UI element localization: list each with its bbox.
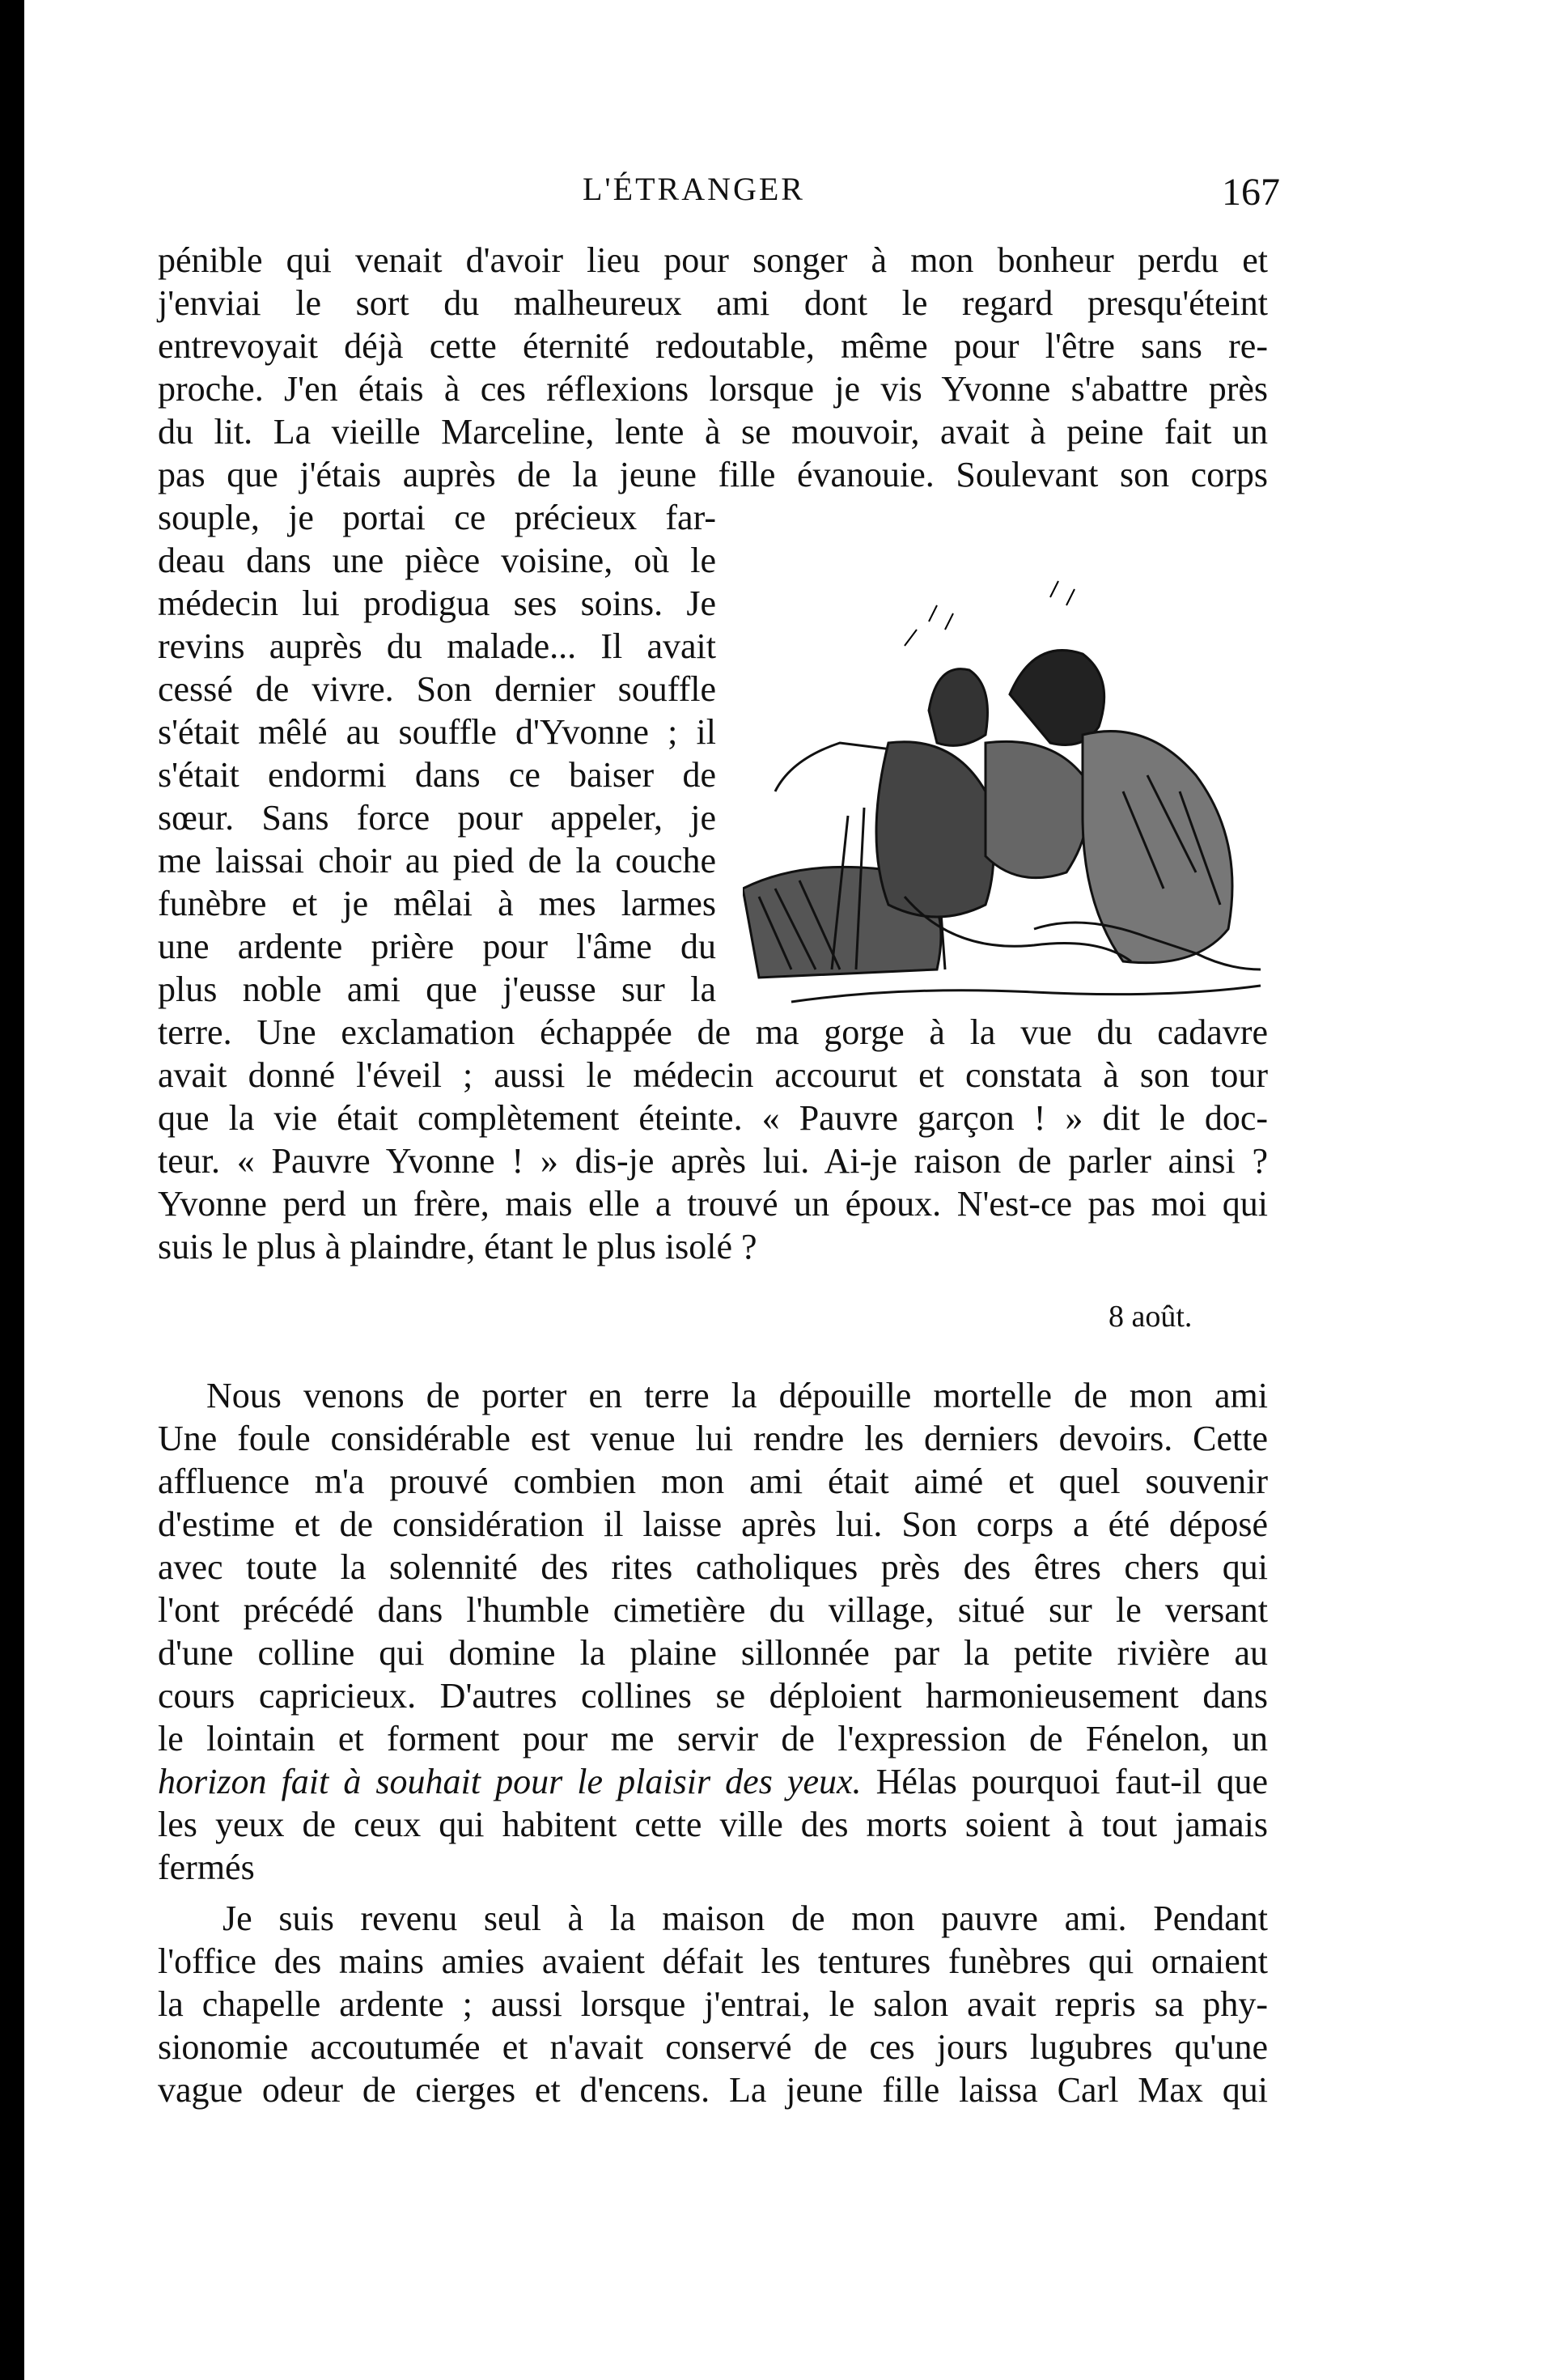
text-line: terre. Une exclamation échappée de ma gorge à la vue du cadavre (158, 1012, 1268, 1052)
text-line: sœur. Sans force pour appeler, je (158, 798, 716, 838)
text-line: suis le plus à plaindre, étant le plus isolé ? (158, 1227, 757, 1266)
text-line: fermés (158, 1848, 255, 1887)
page-number: 167 (1222, 171, 1280, 214)
text-line: l'ont précédé dans l'humble cimetière du village, situé sur le versant (158, 1590, 1268, 1630)
text-line: vague odeur de cierges et d'encens. La jeune fille laissa Carl Max qui (158, 2070, 1268, 2110)
text-line: Nous venons de porter en terre la dépouille mortelle de mon ami (206, 1376, 1268, 1415)
text-line: pénible qui venait d'avoir lieu pour songer à mon bonheur perdu et (158, 240, 1268, 280)
text-line: la chapelle ardente ; aussi lorsque j'entrai, le salon avait repris sa phy- (158, 1984, 1268, 2024)
text-line: avec toute la solennité des rites catholiques près des êtres chers qui (158, 1547, 1268, 1587)
text-line: entrevoyait déjà cette éternité redoutable, même pour l'être sans re- (158, 326, 1268, 366)
text-line: l'office des mains amies avaient défait les tentures funèbres qui ornaient (158, 1941, 1268, 1981)
text-line: cessé de vivre. Son dernier souffle (158, 669, 716, 709)
text-line: plus noble ami que j'eusse sur la (158, 969, 716, 1009)
engraving-illustration (743, 549, 1277, 1018)
text-line: sionomie accoutumée et n'avait conservé de ces jours lugubres qu'une (158, 2027, 1268, 2067)
scan-edge-bar (0, 0, 24, 2380)
text-line: proche. J'en étais à ces réflexions lorsque je vis Yvonne s'abattre près (158, 369, 1268, 409)
text-line: médecin lui prodigua ses soins. Je (158, 583, 716, 623)
text-line: que la vie était complètement éteinte. « Pauvre garçon ! » dit le doc- (158, 1098, 1268, 1138)
text-line: les yeux de ceux qui habitent cette ville des morts soient à tout jamais (158, 1805, 1268, 1844)
text-line: une ardente prière pour l'âme du (158, 927, 716, 966)
text-line: teur. « Pauvre Yvonne ! » dis-je après lui. Ai-je raison de parler ainsi ? (158, 1141, 1268, 1181)
running-header: L'ÉTRANGER (583, 171, 805, 207)
text-line: revins auprès du malade... Il avait (158, 626, 716, 666)
text-line: deau dans une pièce voisine, où le (158, 541, 716, 580)
italic-quotation: horizon fait à souhait pour le plaisir des yeux. (158, 1762, 862, 1801)
text-line: Une foule considérable est venue lui rendre les derniers devoirs. Cette (158, 1419, 1268, 1458)
text-line: Je suis revenu seul à la maison de mon pauvre ami. Pendant (223, 1898, 1268, 1938)
text-line-mixed (158, 1764, 1268, 1800)
text-line: souple, je portai ce précieux far- (158, 498, 716, 537)
text-line: d'estime et de considération il laisse après lui. Son corps a été déposé (158, 1504, 1268, 1544)
text-line: d'une colline qui domine la plaine sillonnée par la petite rivière au (158, 1633, 1268, 1673)
text-line: s'était mêlé au souffle d'Yvonne ; il (158, 712, 716, 752)
text-line: Yvonne perd un frère, mais elle a trouvé un époux. N'est-ce pas moi qui (158, 1184, 1268, 1224)
text-fragment: Hélas pourquoi faut-il que (875, 1762, 1268, 1801)
text-line: me laissai choir au pied de la couche (158, 841, 716, 880)
text-line: affluence m'a prouvé combien mon ami était aimé et quel souvenir (158, 1462, 1268, 1501)
text-line: j'enviai le sort du malheureux ami dont le regard presqu'éteint (158, 283, 1268, 323)
text-line: du lit. La vieille Marceline, lente à se mouvoir, avait à peine fait un (158, 412, 1268, 452)
text-line: pas que j'étais auprès de la jeune fille évanouie. Soulevant son corps (158, 455, 1268, 494)
text-line: s'était endormi dans ce baiser de (158, 755, 716, 795)
text-line: cours capricieux. D'autres collines se déploient harmonieusement dans (158, 1676, 1268, 1716)
text-line: avait donné l'éveil ; aussi le médecin accourut et constata à son tour (158, 1055, 1268, 1095)
text-line: le lointain et forment pour me servir de l'expression de Fénelon, un (158, 1719, 1268, 1758)
diary-date: 8 août. (1109, 1300, 1193, 1334)
text-line: funèbre et je mêlai à mes larmes (158, 884, 716, 923)
